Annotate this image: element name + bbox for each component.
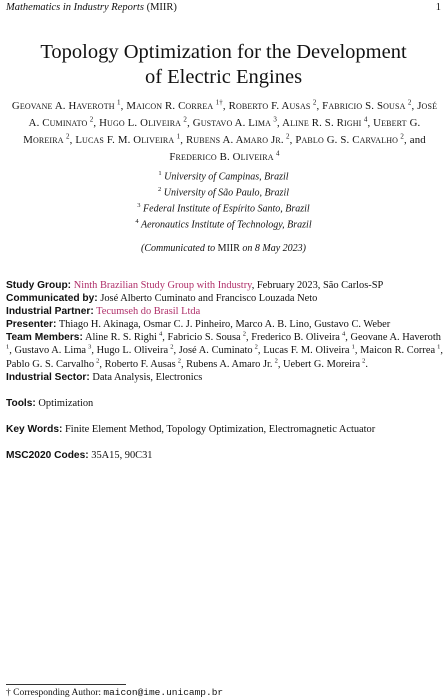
corresponding-author-footnote: † Corresponding Author: maicon@ime.unicamp.br xyxy=(6,687,224,698)
report-info xyxy=(6,279,443,462)
affiliation-text: University of Campinas, Brazil xyxy=(164,171,289,183)
affiliation-number: 4 xyxy=(135,217,139,225)
industrial-partner-link[interactable]: Tecumseh do Brasil Ltda xyxy=(96,306,201,318)
communicated-by-line: Communicated by: José Alberto Cuminato and Francisco Louzada Neto xyxy=(6,293,318,305)
msc-codes-line: MSC2020 Codes: 35A15, 90C31 xyxy=(6,449,153,461)
team-member-name: Hugo L. Oliveira xyxy=(96,345,169,357)
team-member-name: Fabricio S. Sousa xyxy=(167,332,241,344)
author-affiliation-mark: 1 xyxy=(215,98,220,107)
affiliation-number: 3 xyxy=(137,201,141,209)
team-member-affiliation: 2 xyxy=(274,357,278,365)
author-name: Rubens A. Amaro Jr. xyxy=(185,134,284,146)
author-name: Lucas F. M. Oliveira xyxy=(75,134,175,146)
affiliation-item xyxy=(0,184,447,200)
author-list: Geovane A. Haveroth $^1$, Maicon R. Correa $^{1\dagger}$, Roberto F. Ausas $^2$, Fabricio S. Sousa $^2$, José A. Cuminato $^2$, Hugo L. Oliveira $^2$, Gustavo A. Lima $^3$, Aline R. S. Righi $^4$, Uebert G. Moreira $^2$, Lucas F. M. Oliveira $^1$, Rubens A. Amaro Jr. $^2$, Pablo G. S. Carvalho $^2$, and Frederico B. Oliveira $^4$ xyxy=(11,98,438,163)
page-number: 1 xyxy=(435,2,441,13)
author-name: José A. Cuminato xyxy=(28,100,438,129)
author-name: Fabricio S. Sousa xyxy=(322,100,406,112)
paper-title: Topology Optimization for the Development of Electric Engines xyxy=(40,41,407,88)
team-member-name: Rubens A. Amaro Jr. xyxy=(186,358,273,370)
affiliation-text: Aeronautics Institute of Technology, Brazil xyxy=(140,219,312,231)
communication-note: (Communicated to MIIR on 8 May 2023) xyxy=(140,243,306,254)
author-name: Aline R. S. Righi xyxy=(282,117,362,129)
team-member-name: Geovane A. Haveroth xyxy=(350,332,441,344)
affiliation-item xyxy=(0,200,447,216)
corresponding-mark: † xyxy=(219,98,223,107)
affiliation-item xyxy=(0,168,447,184)
author-affiliation-mark: 2 xyxy=(89,115,94,124)
author-name: Roberto F. Ausas xyxy=(228,100,311,112)
team-member-affiliation: 2 xyxy=(362,357,366,365)
tools-line: Tools: Optimization xyxy=(6,397,94,409)
team-member-affiliation: 3 xyxy=(88,344,92,351)
team-member-affiliation: 2 xyxy=(254,344,258,351)
footnote-rule xyxy=(6,684,126,685)
team-member-name: Gustavo A. Lima xyxy=(14,345,87,357)
author-name: Uebert G. Moreira xyxy=(23,117,421,146)
team-member-name: Frederico B. Oliveira xyxy=(251,332,340,344)
running-header xyxy=(6,2,441,13)
team-member-name: Aline R. S. Righi xyxy=(84,332,157,344)
author-name: Gustavo A. Lima xyxy=(192,117,272,129)
presenter-line: Presenter: Thiago H. Akinaga, Osmar C. J. Pinheiro, Marco A. B. Lino, Gustavo C. Weber xyxy=(6,319,391,331)
team-member-affiliation: 4 xyxy=(342,330,346,338)
team-member-affiliation: 1 xyxy=(6,344,10,351)
author-affiliation-mark: 2 xyxy=(65,132,70,141)
author-name: Hugo L. Oliveira xyxy=(99,117,182,129)
key-words-line: Key Words: Finite Element Method, Topology Optimization, Electromagnetic Actuator xyxy=(6,423,376,435)
author-name: Maicon R. Correa xyxy=(126,100,214,112)
author-affiliation-mark: 1 xyxy=(176,132,181,141)
team-member-name: Uebert G. Moreira xyxy=(283,358,361,370)
author-affiliation-mark: 2 xyxy=(407,98,412,107)
affiliation-text: University of São Paulo, Brazil xyxy=(163,187,290,199)
affiliation-number: 2 xyxy=(157,185,162,193)
author-name: Frederico B. Oliveira xyxy=(169,151,274,163)
author-affiliation-mark: 2 xyxy=(183,115,188,124)
team-member-affiliation: 1 xyxy=(351,344,355,351)
author-name: Geovane A. Haveroth xyxy=(11,100,115,112)
author-affiliation-mark: 2 xyxy=(285,132,290,141)
team-member-name: José A. Cuminato xyxy=(178,345,253,357)
author-affiliation-mark: 4 xyxy=(363,115,368,124)
team-member-affiliation: 2 xyxy=(177,357,181,365)
team-member-name: Lucas F. M. Oliveira xyxy=(263,345,350,357)
team-member-affiliation: 4 xyxy=(159,330,163,338)
team-member-affiliation: 2 xyxy=(96,357,100,365)
team-member-name: Roberto F. Ausas xyxy=(104,358,176,370)
author-affiliation-mark: 1 xyxy=(116,98,121,107)
author-and: and xyxy=(409,134,426,146)
industrial-partner-line: Industrial Partner: Tecumseh do Brasil Ltda xyxy=(6,306,201,318)
team-member-name: Pablo G. S. Carvalho xyxy=(6,358,95,370)
study-group-link[interactable]: Ninth Brazilian Study Group with Industry xyxy=(73,280,252,291)
study-group-line: Study Group: Ninth Brazilian Study Group with Industry, February 2023, São Carlos-SP xyxy=(6,280,384,291)
author-affiliation-mark: 2 xyxy=(312,98,317,107)
journal-name: Mathematics in Industry Reports (MIIR) xyxy=(6,2,177,13)
author-affiliation-mark: 2 xyxy=(400,132,405,141)
affiliation-number: 1 xyxy=(158,170,162,177)
affiliation-item xyxy=(0,216,447,232)
industrial-sector-line: Industrial Sector: Data Analysis, Electronics xyxy=(6,371,203,383)
team-member-affiliation: 2 xyxy=(170,344,174,351)
team-member-affiliation: 2 xyxy=(242,330,246,338)
team-member-name: Maicon R. Correa xyxy=(360,345,436,357)
author-email[interactable]: maicon@ime.unicamp.br xyxy=(103,687,224,698)
affiliation-text: Federal Institute of Espírito Santo, Brazil xyxy=(143,203,310,215)
author-affiliation-mark: 3 xyxy=(273,115,278,124)
affiliation-list xyxy=(0,168,447,232)
team-members-line: Team Members: Aline R. S. Righi $^4$, Fabricio S. Sousa $^2$, Frederico B. Oliveira $^4$, Geovane A. Haveroth $^1$, Gustavo A. Lima $^3$, Hugo L. Oliveira $^2$, José A. Cuminato $^2$, Lucas F. M. Oliveira $^1$, Maicon R. Correa $^1$, Pablo G. S. Carvalho $^2$, Roberto F. Ausas $^2$, Rubens A. Amaro Jr. $^2$, Uebert G. Moreira $^2$. xyxy=(6,330,444,370)
team-member-affiliation: 1 xyxy=(437,344,441,351)
author-affiliation-mark: 4 xyxy=(275,149,280,158)
author-name: Pablo G. S. Carvalho xyxy=(295,134,399,146)
